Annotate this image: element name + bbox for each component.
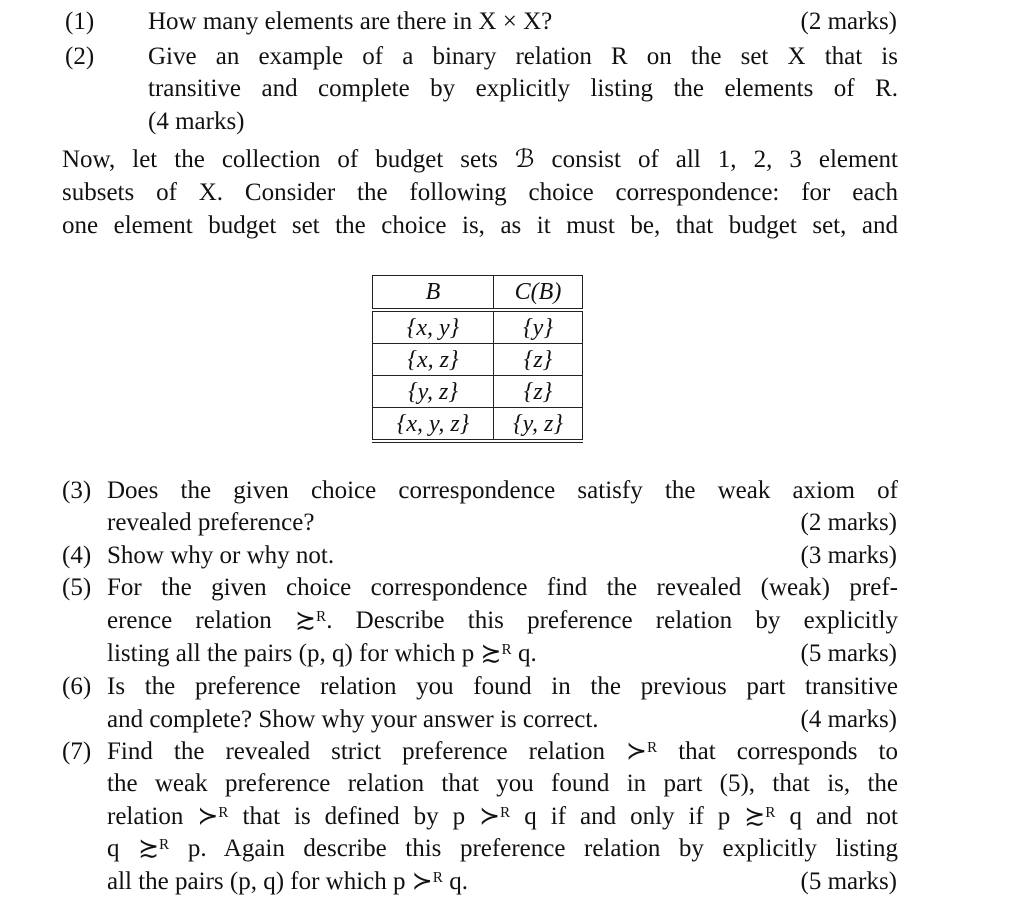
question-number: (3) — [62, 477, 92, 504]
cell: {z} — [494, 376, 583, 408]
header-cb: C(B) — [494, 276, 583, 311]
question-text: listing all the pairs (p, q) for which p ≿ᴿ q. — [107, 640, 537, 667]
question-number: (7) — [62, 738, 92, 765]
question-text: For the given choice correspondence find the revealed (weak) pref- — [107, 574, 898, 601]
cell: {x, z} — [373, 344, 494, 376]
question-number: (1) — [65, 8, 95, 35]
question-number: (2) — [65, 43, 95, 70]
question-text: relation ≻ᴿ that is defined by p ≻ᴿ q if and only if p ≿ᴿ q and not — [107, 803, 898, 830]
cell: {y} — [494, 310, 583, 344]
question-text: revealed preference? — [107, 509, 315, 536]
question-text: all the pairs (p, q) for which p ≻ᴿ q. — [107, 868, 468, 895]
question-text: transitive and complete by explicitly listing the elements of R. — [148, 75, 898, 102]
paragraph-line: one element budget set the choice is, as it must be, that budget set, and — [62, 212, 898, 239]
question-text: the weak preference relation that you found in part (5), that is, the — [107, 770, 898, 797]
marks: (4 marks) — [148, 108, 245, 135]
marks: (3 marks) — [800, 542, 897, 569]
cell: {x, y} — [373, 310, 494, 344]
marks: (4 marks) — [800, 706, 897, 733]
cell: {y, z} — [494, 408, 583, 442]
question-text: Is the preference relation you found in the previous part transitive — [107, 673, 898, 700]
question-number: (5) — [62, 574, 92, 601]
question-text: Give an example of a binary relation R on the set X that is — [148, 43, 898, 70]
cell: {z} — [494, 344, 583, 376]
paragraph-line: subsets of X. Consider the following choice correspondence: for each — [62, 179, 898, 206]
paragraph-line: Now, let the collection of budget sets ℬ consist of all 1, 2, 3 element — [62, 146, 898, 173]
question-number: (4) — [62, 542, 92, 569]
cell: {x, y, z} — [373, 408, 494, 442]
choice-table — [372, 275, 583, 443]
question-text: q ≿ᴿ p. Again describe this preference relation by explicitly listing — [107, 835, 898, 862]
question-text: erence relation ≿ᴿ. Describe this preference relation by explicitly — [107, 607, 898, 634]
question-text: How many elements are there in X × X? — [148, 8, 553, 35]
question-text: Does the given choice correspondence satisfy the weak axiom of — [107, 477, 898, 504]
question-text: and complete? Show why your answer is correct. — [107, 706, 599, 733]
marks: (2 marks) — [800, 8, 897, 35]
marks: (5 marks) — [800, 868, 897, 895]
table-row — [373, 376, 583, 408]
header-b: B — [373, 276, 494, 311]
question-text: Find the revealed strict preference relation ≻ᴿ that corresponds to — [107, 738, 898, 765]
table-row — [373, 310, 583, 344]
marks: (2 marks) — [800, 509, 897, 536]
marks: (5 marks) — [800, 640, 897, 667]
table-row — [373, 408, 583, 442]
question-number: (6) — [62, 673, 92, 700]
table-row — [373, 344, 583, 376]
cell: {y, z} — [373, 376, 494, 408]
question-text: Show why or why not. — [107, 542, 335, 569]
